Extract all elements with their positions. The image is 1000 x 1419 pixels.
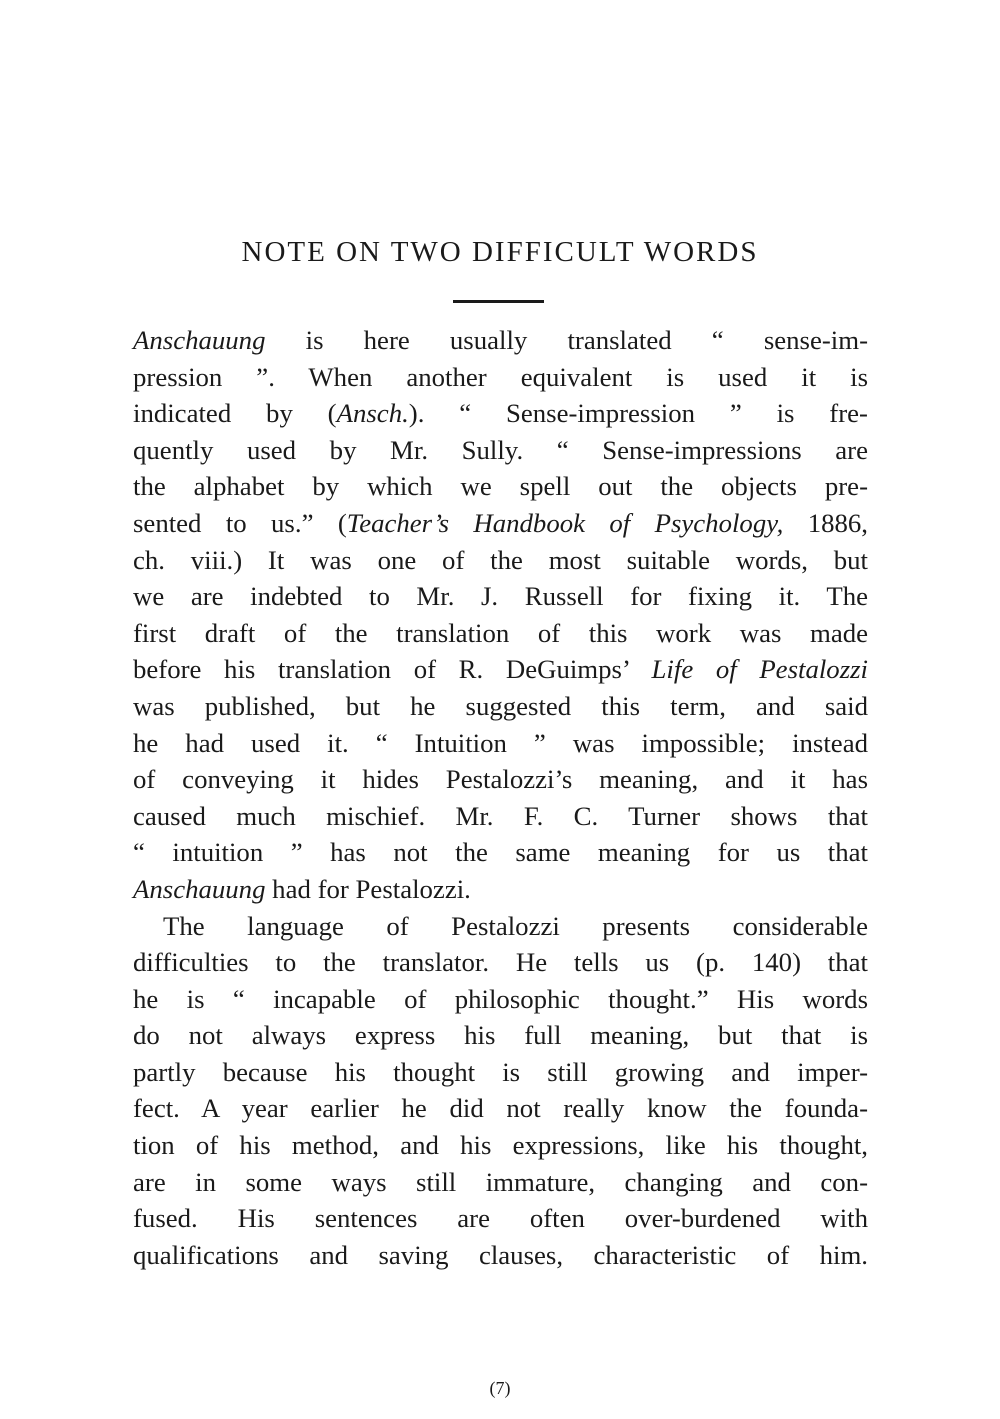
text-line: tion of his method, and his expressions, like his thought, <box>133 1130 868 1161</box>
page-title: NOTE ON TWO DIFFICULT WORDS <box>241 236 759 268</box>
italic-term: Ansch. <box>336 398 409 429</box>
text-line: “ intuition ” has not the same meaning for us that <box>133 837 868 868</box>
book-title: Life of Pestalozzi <box>651 654 868 685</box>
text-line: he is “ incapable of philosophic thought.” His words <box>133 983 868 1014</box>
text-line: are in some ways still immature, changing and con- <box>133 1166 868 1197</box>
text-line: caused much mischief. Mr. F. C. Turner shows that <box>133 800 868 831</box>
italic-term: Anschauung <box>133 873 266 904</box>
text-line: was published, but he suggested this term, and said <box>133 690 868 721</box>
text-line: do not always express his full meaning, but that is <box>133 1020 868 1051</box>
body-text <box>133 322 868 1273</box>
text-line: qualifications and saving clauses, characteristic of him. <box>133 1239 868 1270</box>
text-line: Anschauung is here usually translated “ sense-im- <box>133 325 868 355</box>
text-line: partly because his thought is still growing and imper- <box>133 1056 868 1087</box>
book-title: Teacher’s Handbook of Psychology, <box>346 507 784 538</box>
text-line: first draft of the translation of this work was made <box>133 617 868 648</box>
text-line: Anschauung had for Pestalozzi. <box>133 873 471 904</box>
text-line: indicated by (Ansch.). “ Sense-impression ” is fre- <box>133 398 868 429</box>
title-divider <box>453 300 544 303</box>
paragraph-1 <box>133 322 868 908</box>
text-line: the alphabet by which we spell out the objects pre- <box>133 471 868 502</box>
text-line: fused. His sentences are often over-burdened with <box>133 1203 868 1234</box>
text-line: ch. viii.) It was one of the most suitable words, but <box>133 544 868 575</box>
page-number: (7) <box>489 1378 511 1398</box>
italic-term: Anschauung <box>133 325 266 355</box>
text-line: difficulties to the translator. He tells us (p. 140) that <box>133 947 868 978</box>
text-line: he had used it. “ Intuition ” was impossible; instead <box>133 727 868 758</box>
text-line: we are indebted to Mr. J. Russell for fixing it. The <box>133 581 868 612</box>
text-line: pression ”. When another equivalent is used it is <box>133 361 868 392</box>
text-line: fect. A year earlier he did not really know the founda- <box>133 1093 868 1124</box>
text-line: sented to us.” (Teacher’s Handbook of Psychology, 1886, <box>133 507 869 538</box>
text-line: before his translation of R. DeGuimps’ Life of Pestalozzi <box>133 654 868 685</box>
text-line: The language of Pestalozzi presents considerable <box>163 910 868 941</box>
paragraph-2 <box>133 908 868 1274</box>
text-line: quently used by Mr. Sully. “ Sense-impressions are <box>133 434 868 465</box>
text-line: of conveying it hides Pestalozzi’s meaning, and it has <box>133 764 868 795</box>
